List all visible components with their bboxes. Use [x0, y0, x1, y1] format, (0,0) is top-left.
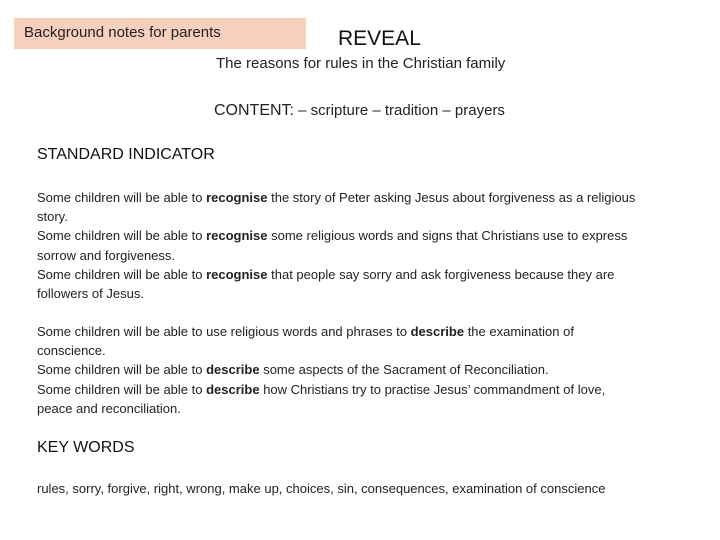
- indicator-line: [37, 284, 705, 303]
- indicator-text: Some children will be able to: [37, 228, 207, 244]
- indicator-text: Some children will be able to use religious words and phrases to: [37, 324, 411, 339]
- indicator-line: [37, 265, 705, 284]
- describe-paragraph: [37, 322, 705, 418]
- indicator-line: [37, 341, 705, 360]
- indicator-line: [37, 207, 705, 226]
- indicator-text: the story of Peter asking Jesus about forgiveness as a religious: [267, 190, 636, 205]
- indicator-line: [37, 226, 705, 245]
- indicator-verb: describe: [206, 362, 260, 378]
- indicator-text: some religious words and signs that Christians use to express: [267, 228, 628, 244]
- background-notes-label: Background notes for parents: [24, 24, 221, 41]
- indicator-text: Some children will be able to: [37, 266, 207, 282]
- indicator-line: [37, 380, 705, 399]
- indicator-line: [37, 322, 705, 341]
- page-subtitle: The reasons for rules in the Christian family: [216, 55, 506, 72]
- indicator-text: conscience.: [37, 343, 106, 359]
- indicator-line: [37, 399, 705, 418]
- recognise-paragraph: [37, 188, 705, 303]
- indicator-verb: recognise: [206, 266, 268, 282]
- indicator-text: how Christians try to practise Jesus’ commandment of love,: [259, 381, 606, 397]
- indicator-text: Some children will be able to: [37, 190, 207, 205]
- indicator-line: [37, 246, 705, 265]
- indicator-line: [37, 360, 705, 379]
- indicator-verb: describe: [206, 381, 260, 397]
- indicator-text: followers of Jesus.: [37, 286, 144, 302]
- indicator-text: sorrow and forgiveness.: [37, 247, 176, 263]
- standard-indicator-heading: STANDARD INDICATOR: [37, 146, 215, 163]
- indicator-text: peace and reconciliation.: [37, 400, 181, 416]
- indicator-line: [37, 188, 705, 207]
- indicator-text: that people say sorry and ask forgiveness because they are: [267, 266, 615, 282]
- indicator-text: story.: [37, 209, 68, 225]
- indicator-text: some aspects of the Sacrament of Reconciliation.: [259, 362, 549, 378]
- indicator-text: the examination of: [464, 324, 574, 339]
- content-items: – scripture – tradition – prayers: [298, 102, 505, 119]
- background-notes-tag: [14, 18, 306, 49]
- content-line: [214, 102, 505, 120]
- indicator-verb: recognise: [206, 190, 268, 205]
- page-title: REVEAL: [338, 27, 421, 50]
- key-words-list: rules, sorry, forgive, right, wrong, make up, choices, sin, consequences, examination of conscience: [37, 481, 606, 496]
- key-words-heading: KEY WORDS: [37, 439, 135, 456]
- content-label: CONTENT:: [214, 102, 294, 119]
- indicator-verb: describe: [410, 324, 465, 339]
- indicator-text: Some children will be able to: [37, 362, 207, 378]
- indicator-text: Some children will be able to: [37, 381, 207, 397]
- indicator-verb: recognise: [206, 228, 268, 244]
